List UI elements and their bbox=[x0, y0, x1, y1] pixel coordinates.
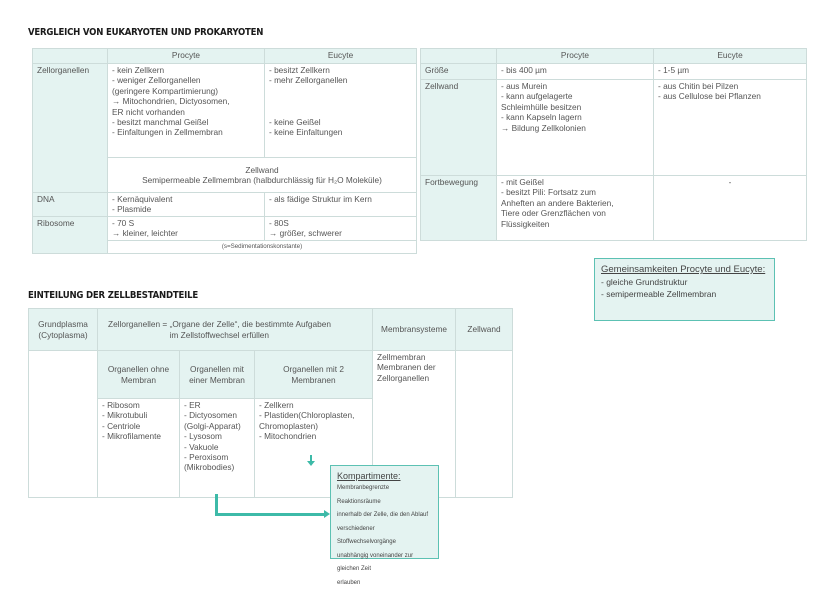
text-line: - Einfaltungen in Zellmembran bbox=[112, 127, 260, 137]
list-item: - Mikrotubuli bbox=[102, 410, 175, 420]
kompartimente-title: Kompartimente: bbox=[337, 470, 432, 482]
grundplasma-header bbox=[29, 309, 98, 351]
text-line: Zellmembran bbox=[377, 352, 451, 362]
text-line: verschiedener Stoffwechselvorgänge bbox=[337, 523, 432, 550]
text-line: Membranen bbox=[259, 375, 368, 385]
text-line: - Plasmide bbox=[112, 204, 260, 214]
text-line: - besitzt Pili: Fortsatz zum bbox=[501, 187, 649, 197]
text-line: - Kernäquivalent bbox=[112, 194, 260, 204]
text-line: (Cytoplasma) bbox=[33, 330, 93, 340]
header-procyte: Procyte bbox=[497, 49, 654, 64]
cell-components-table bbox=[28, 308, 513, 498]
text-line: - 80S bbox=[269, 218, 412, 228]
membransysteme-header: Membransysteme bbox=[373, 309, 456, 351]
text-line: → kleiner, leichter bbox=[112, 228, 260, 238]
text-line: Membranbegrenzte Reaktionsräume bbox=[337, 482, 432, 509]
arrow-connector-horizontal bbox=[215, 513, 325, 516]
header-empty bbox=[421, 49, 497, 64]
header-eucyte: Eucyte bbox=[654, 49, 807, 64]
text-line: „Organe der Zelle“, die bestimmte Aufgaben bbox=[170, 319, 331, 329]
text-line: (geringere Kompartimierung) bbox=[112, 86, 260, 96]
header-procyte: Procyte bbox=[108, 49, 265, 64]
list-item: (Mikrobodies) bbox=[184, 462, 250, 472]
text-line: - keine Geißel bbox=[269, 117, 412, 127]
row-label-zellorganellen: Zellorganellen bbox=[33, 64, 108, 193]
subheader-no-membrane bbox=[98, 351, 180, 399]
text-line: - kann Kapseln lagern bbox=[501, 112, 649, 122]
list-one-membrane bbox=[180, 399, 255, 498]
text-line: - mehr Zellorganellen bbox=[269, 75, 412, 85]
text-line: - kein Zellkern bbox=[112, 65, 260, 75]
text-line: Flüssigkeiten bbox=[501, 219, 649, 229]
zellorganellen-eucyte bbox=[265, 64, 417, 158]
text-line: → Mitochondrien, Dictyosomen, bbox=[112, 96, 260, 106]
list-item: - Vakuole bbox=[184, 442, 250, 452]
text-line: - keine Einfaltungen bbox=[269, 127, 412, 137]
text-line: - besitzt Zellkern bbox=[269, 65, 412, 75]
list-item: - Zellkern bbox=[259, 400, 368, 410]
comparison-table-1 bbox=[32, 48, 417, 254]
ribosome-procyte bbox=[108, 216, 265, 240]
text-line: im Zellstoffwechsel erfüllen bbox=[170, 330, 331, 340]
text-line: → größer, schwerer bbox=[269, 228, 412, 238]
zellwand-procyte bbox=[497, 80, 654, 176]
text-line: ER nicht vorhanden bbox=[112, 107, 260, 117]
common-item: - semipermeable Zellmembran bbox=[601, 288, 768, 300]
zellorganellen-definition bbox=[170, 319, 331, 340]
common-item: - gleiche Grundstruktur bbox=[601, 276, 768, 288]
text-line: Anheften an andere Bakterien, bbox=[501, 198, 649, 208]
zellorganellen-header bbox=[98, 309, 373, 351]
dna-eucyte: - als fädige Struktur im Kern bbox=[265, 193, 417, 217]
sedimentation-note: (s=Sedimentationskonstante) bbox=[108, 240, 417, 253]
shared-features bbox=[108, 158, 417, 193]
list-item: - Ribosom bbox=[102, 400, 175, 410]
row-label-fortbewegung: Fortbewegung bbox=[421, 176, 497, 241]
section1-title: VERGLEICH VON EUKARYOTEN UND PROKARYOTEN bbox=[28, 28, 263, 38]
list-item: (Golgi-Apparat) bbox=[184, 421, 250, 431]
groesse-eucyte: - 1-5 µm bbox=[654, 64, 807, 80]
zellorganellen-label: Zellorganellen = bbox=[108, 319, 170, 340]
list-item: - Mitochondrien bbox=[259, 431, 368, 441]
list-item: - Peroxisom bbox=[184, 452, 250, 462]
text-line: Membranen der bbox=[377, 362, 451, 372]
text-line: Organellen ohne bbox=[102, 364, 175, 374]
list-item: - Centriole bbox=[102, 421, 175, 431]
text-line: - besitzt manchmal Geißel bbox=[112, 117, 260, 127]
list-item: - ER bbox=[184, 400, 250, 410]
text-line: Schleimhülle besitzen bbox=[501, 102, 649, 112]
text-line: - mit Geißel bbox=[501, 177, 649, 187]
groesse-procyte: - bis 400 µm bbox=[497, 64, 654, 80]
zellwand-eucyte bbox=[654, 80, 807, 176]
list-no-membrane bbox=[98, 399, 180, 498]
text-line: Organellen mit 2 bbox=[259, 364, 368, 374]
text-line: Grundplasma bbox=[33, 319, 93, 329]
text-line: - aus Chitin bei Pilzen bbox=[658, 81, 802, 91]
ribosome-eucyte bbox=[265, 216, 417, 240]
row-label-zellwand: Zellwand bbox=[421, 80, 497, 176]
dna-procyte bbox=[108, 193, 265, 217]
grundplasma-cell bbox=[29, 351, 98, 498]
text-line: innerhalb der Zelle, die den Ablauf bbox=[337, 509, 432, 523]
list-item: - Mikrofilamente bbox=[102, 431, 175, 441]
comparison-table-2 bbox=[420, 48, 807, 241]
arrow-head-down-icon bbox=[307, 461, 315, 466]
text-line: Membran bbox=[102, 375, 175, 385]
zellwand-cell bbox=[456, 351, 513, 498]
row-label-groesse: Größe bbox=[421, 64, 497, 80]
list-item: - Lysosom bbox=[184, 431, 250, 441]
text-line: Organellen mit bbox=[184, 364, 250, 374]
fortbewegung-procyte bbox=[497, 176, 654, 241]
row-label-ribosome: Ribosome bbox=[33, 216, 108, 253]
fortbewegung-eucyte: - bbox=[654, 176, 807, 241]
text-line: → Bildung Zellkolonien bbox=[501, 123, 649, 133]
common-title: Gemeinsamkeiten Procyte und Eucyte: bbox=[601, 263, 768, 276]
section2-title: EINTEILUNG DER ZELLBESTANDTEILE bbox=[28, 291, 198, 301]
text-line: - aus Murein bbox=[501, 81, 649, 91]
text-line: - aus Cellulose bei Pflanzen bbox=[658, 91, 802, 101]
text-line: Zellwand bbox=[112, 165, 412, 175]
kompartimente-box bbox=[330, 465, 439, 559]
list-item: - Plastiden(Chloroplasten, bbox=[259, 410, 368, 420]
text-line: Semipermeable Zellmembran (halbdurchlässig für H₂O Moleküle) bbox=[112, 175, 412, 185]
text-line: - weniger Zellorganellen bbox=[112, 75, 260, 85]
header-empty bbox=[33, 49, 108, 64]
subheader-one-membrane bbox=[180, 351, 255, 399]
list-item: - Dictyosomen bbox=[184, 410, 250, 420]
subheader-two-membranes bbox=[255, 351, 373, 399]
text-line: erlauben bbox=[337, 577, 432, 590]
header-eucyte: Eucyte bbox=[265, 49, 417, 64]
text-line: Tiere oder Grenzflächen von bbox=[501, 208, 649, 218]
common-features-box bbox=[594, 258, 775, 321]
text-line: - kann aufgelagerte bbox=[501, 91, 649, 101]
row-label-dna: DNA bbox=[33, 193, 108, 217]
text-line: Zellorganellen bbox=[377, 373, 451, 383]
zellorganellen-procyte bbox=[108, 64, 265, 158]
text-line: unabhängig voneinander zur gleichen Zeit bbox=[337, 550, 432, 577]
text-line: - 70 S bbox=[112, 218, 260, 228]
text-line: einer Membran bbox=[184, 375, 250, 385]
list-item: Chromoplasten) bbox=[259, 421, 368, 431]
zellwand-header: Zellwand bbox=[456, 309, 513, 351]
